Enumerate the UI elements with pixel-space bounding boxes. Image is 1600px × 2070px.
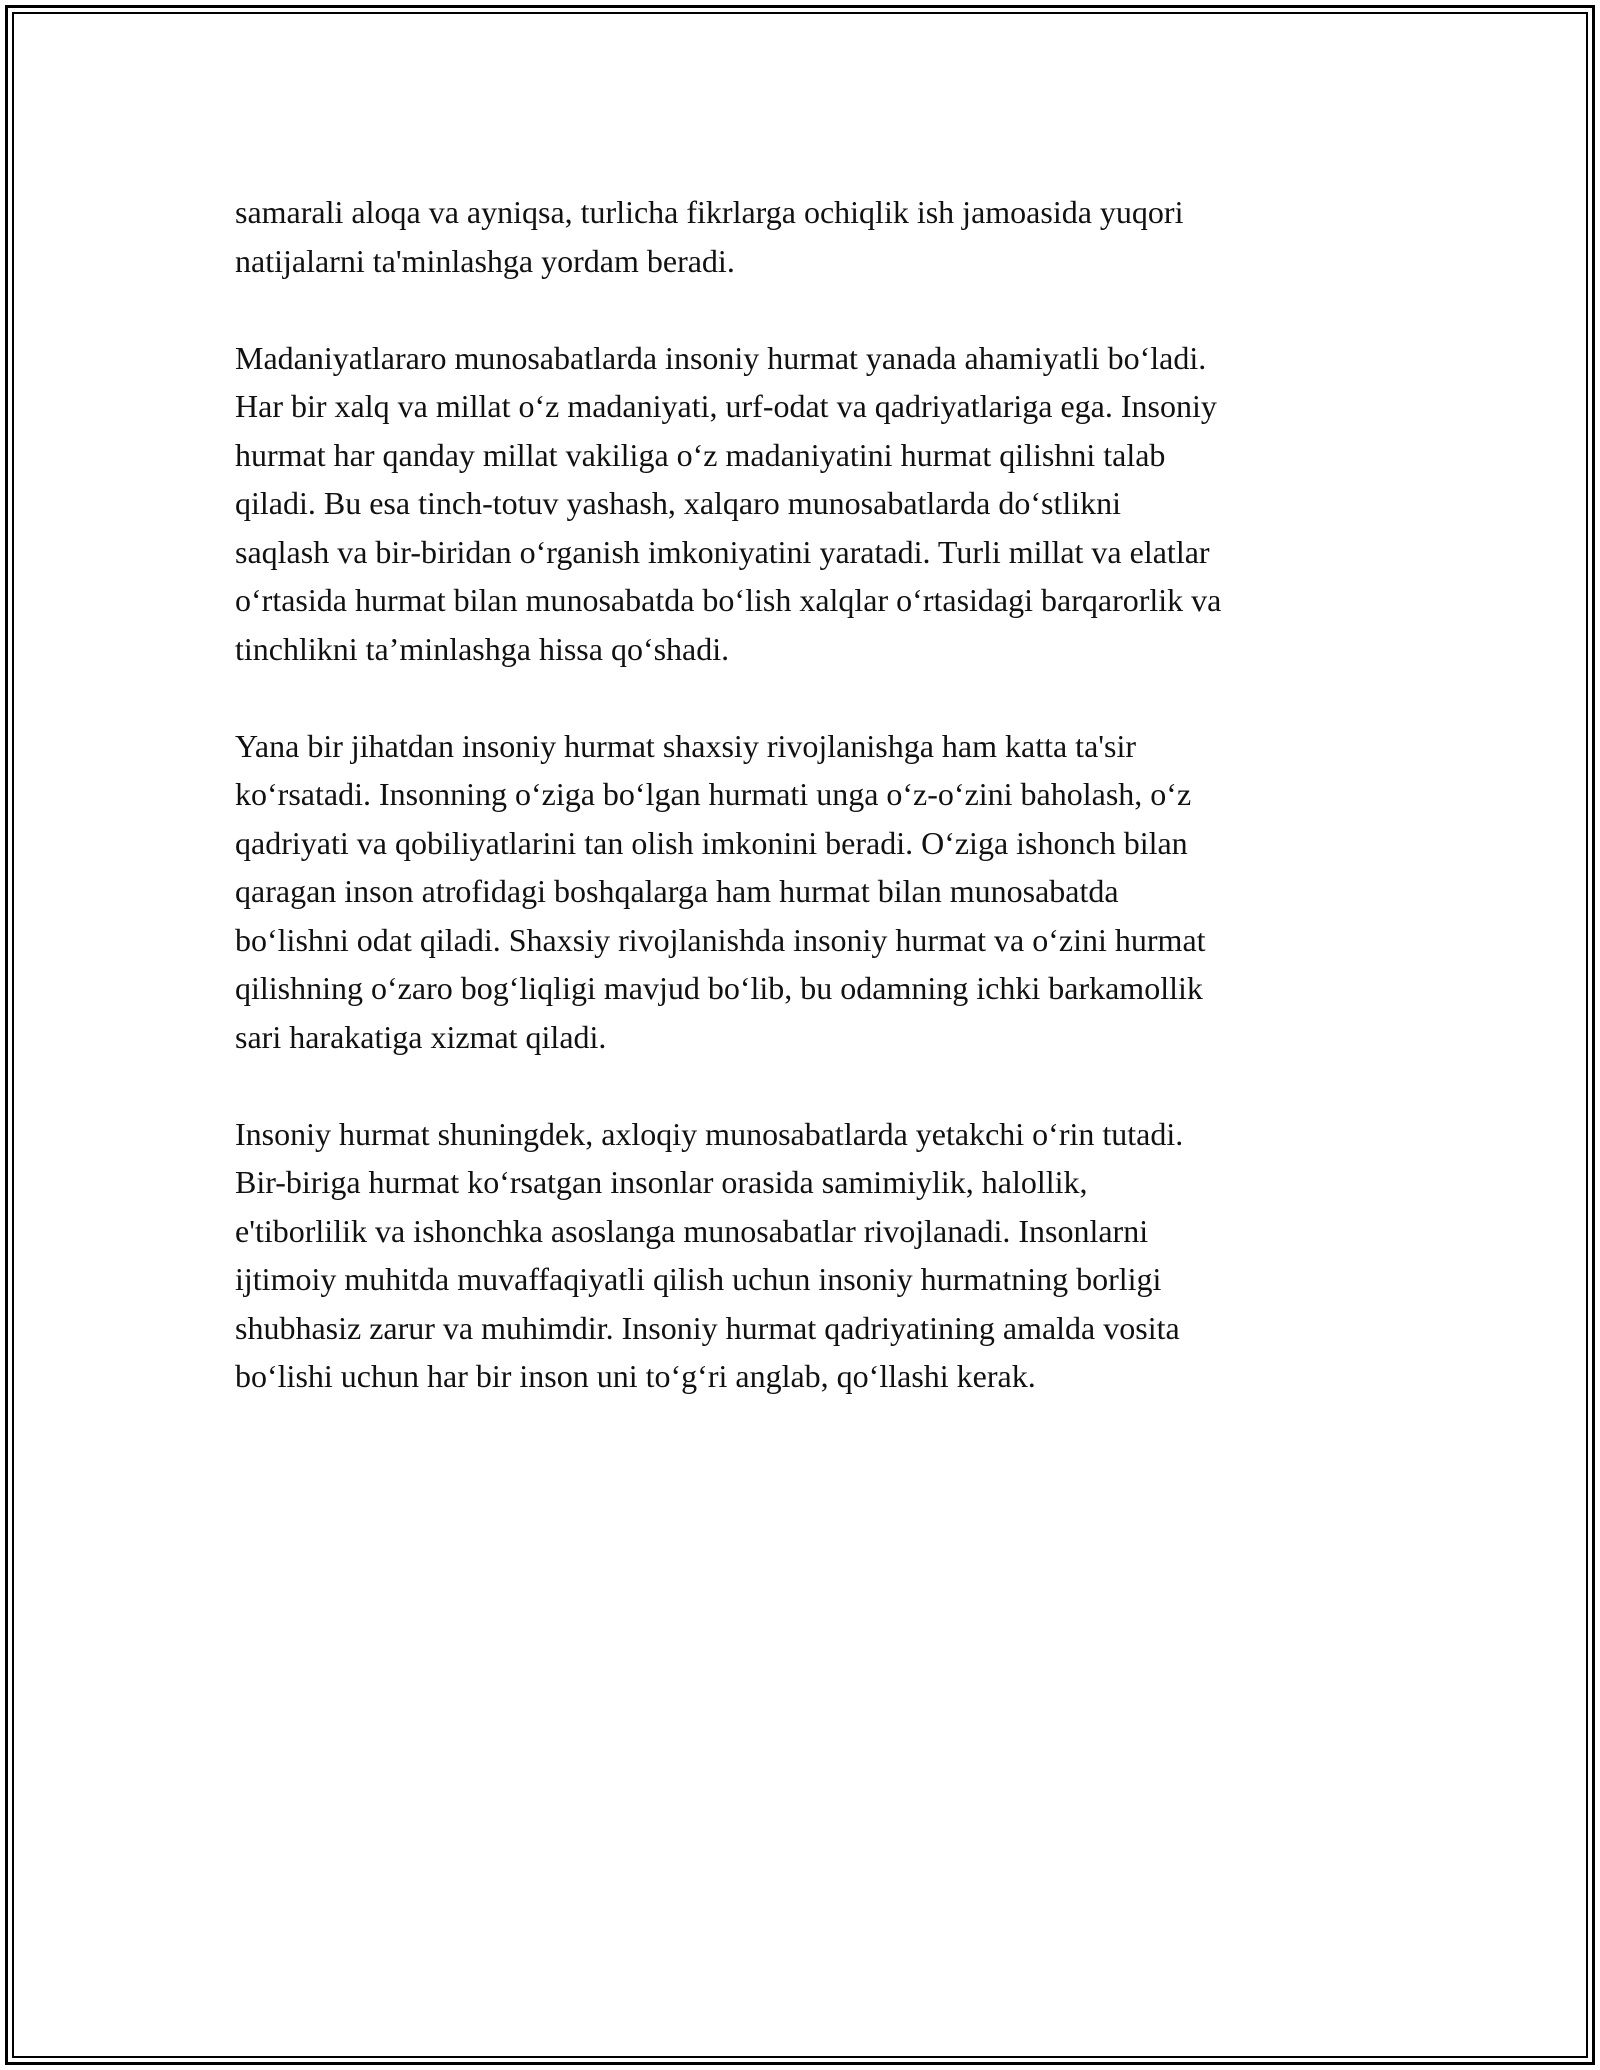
text-line: qadriyati va qobiliyatlarini tan olish imkonini beradi. Oʻziga ishonch bilan — [235, 824, 1188, 861]
text-line: Yana bir jihatdan insoniy hurmat shaxsiy rivojlanishga ham katta ta'sir — [235, 727, 1137, 764]
text-line: saqlash va bir-biridan oʻrganish imkoniyatini yaratadi. Turli millat va elatlar — [235, 533, 1210, 570]
text-line: Madaniyatlararo munosabatlarda insoniy hurmat yanada ahamiyatli boʻladi. — [235, 339, 1207, 376]
text-line: Har bir xalq va millat oʻz madaniyati, urf-odat va qadriyatlariga ega. Insoniy — [235, 388, 1217, 424]
paragraph-3 — [235, 722, 1375, 1062]
text-line: boʻlishni odat qiladi. Shaxsiy rivojlanishda insoniy hurmat va oʻzini hurmat — [235, 921, 1206, 958]
text-line: boʻlishi uchun har bir inson uni toʻgʻri anglab, qoʻllashi kerak. — [235, 1358, 1036, 1394]
text-line: shubhasiz zarur va muhimdir. Insoniy hurmat qadriyatining amalda vosita — [235, 1309, 1180, 1346]
paragraph-2 — [235, 334, 1375, 674]
text-line: ijtimoiy muhitda muvaffaqiyatli qilish uchun insoniy hurmatning borligi — [235, 1261, 1162, 1297]
document-body — [235, 188, 1375, 1449]
text-line: qiladi. Bu esa tinch-totuv yashash, xalqaro munosabatlarda doʻstlikni — [235, 485, 1122, 521]
text-line: Insoniy hurmat shuningdek, axloqiy munosabatlarda yetakchi oʻrin tutadi. — [235, 1115, 1184, 1152]
text-line: natijalarni ta'minlashga yordam beradi. — [235, 242, 735, 279]
text-line: sari harakatiga xizmat qiladi. — [235, 1018, 607, 1055]
text-line: tinchlikni ta’minlashga hissa qoʻshadi. — [235, 630, 730, 667]
text-line: qilishning oʻzaro bogʻliqligi mavjud boʻlib, bu odamning ichki barkamollik — [235, 970, 1203, 1006]
text-line: qaragan inson atrofidagi boshqalarga ham hurmat bilan munosabatda — [235, 873, 1119, 909]
text-line: oʻrtasida hurmat bilan munosabatda boʻlish xalqlar oʻrtasidagi barqarorlik va — [235, 582, 1222, 618]
paragraph-1 — [235, 188, 1375, 285]
paragraph-4 — [235, 1110, 1375, 1401]
text-line: hurmat har qanday millat vakiliga oʻz madaniyatini hurmat qilishni talab — [235, 436, 1166, 473]
text-line: samarali aloqa va ayniqsa, turlicha fikrlarga ochiqlik ish jamoasida yuqori — [235, 194, 1184, 230]
text-line: e'tiborlilik va ishonchka asoslanga munosabatlar rivojlanadi. Insonlarni — [235, 1212, 1149, 1249]
text-line: koʻrsatadi. Insonning oʻziga boʻlgan hurmati unga oʻz-oʻzini baholash, oʻz — [235, 776, 1192, 812]
text-line: Bir-biriga hurmat koʻrsatgan insonlar orasida samimiylik, halollik, — [235, 1164, 1088, 1200]
